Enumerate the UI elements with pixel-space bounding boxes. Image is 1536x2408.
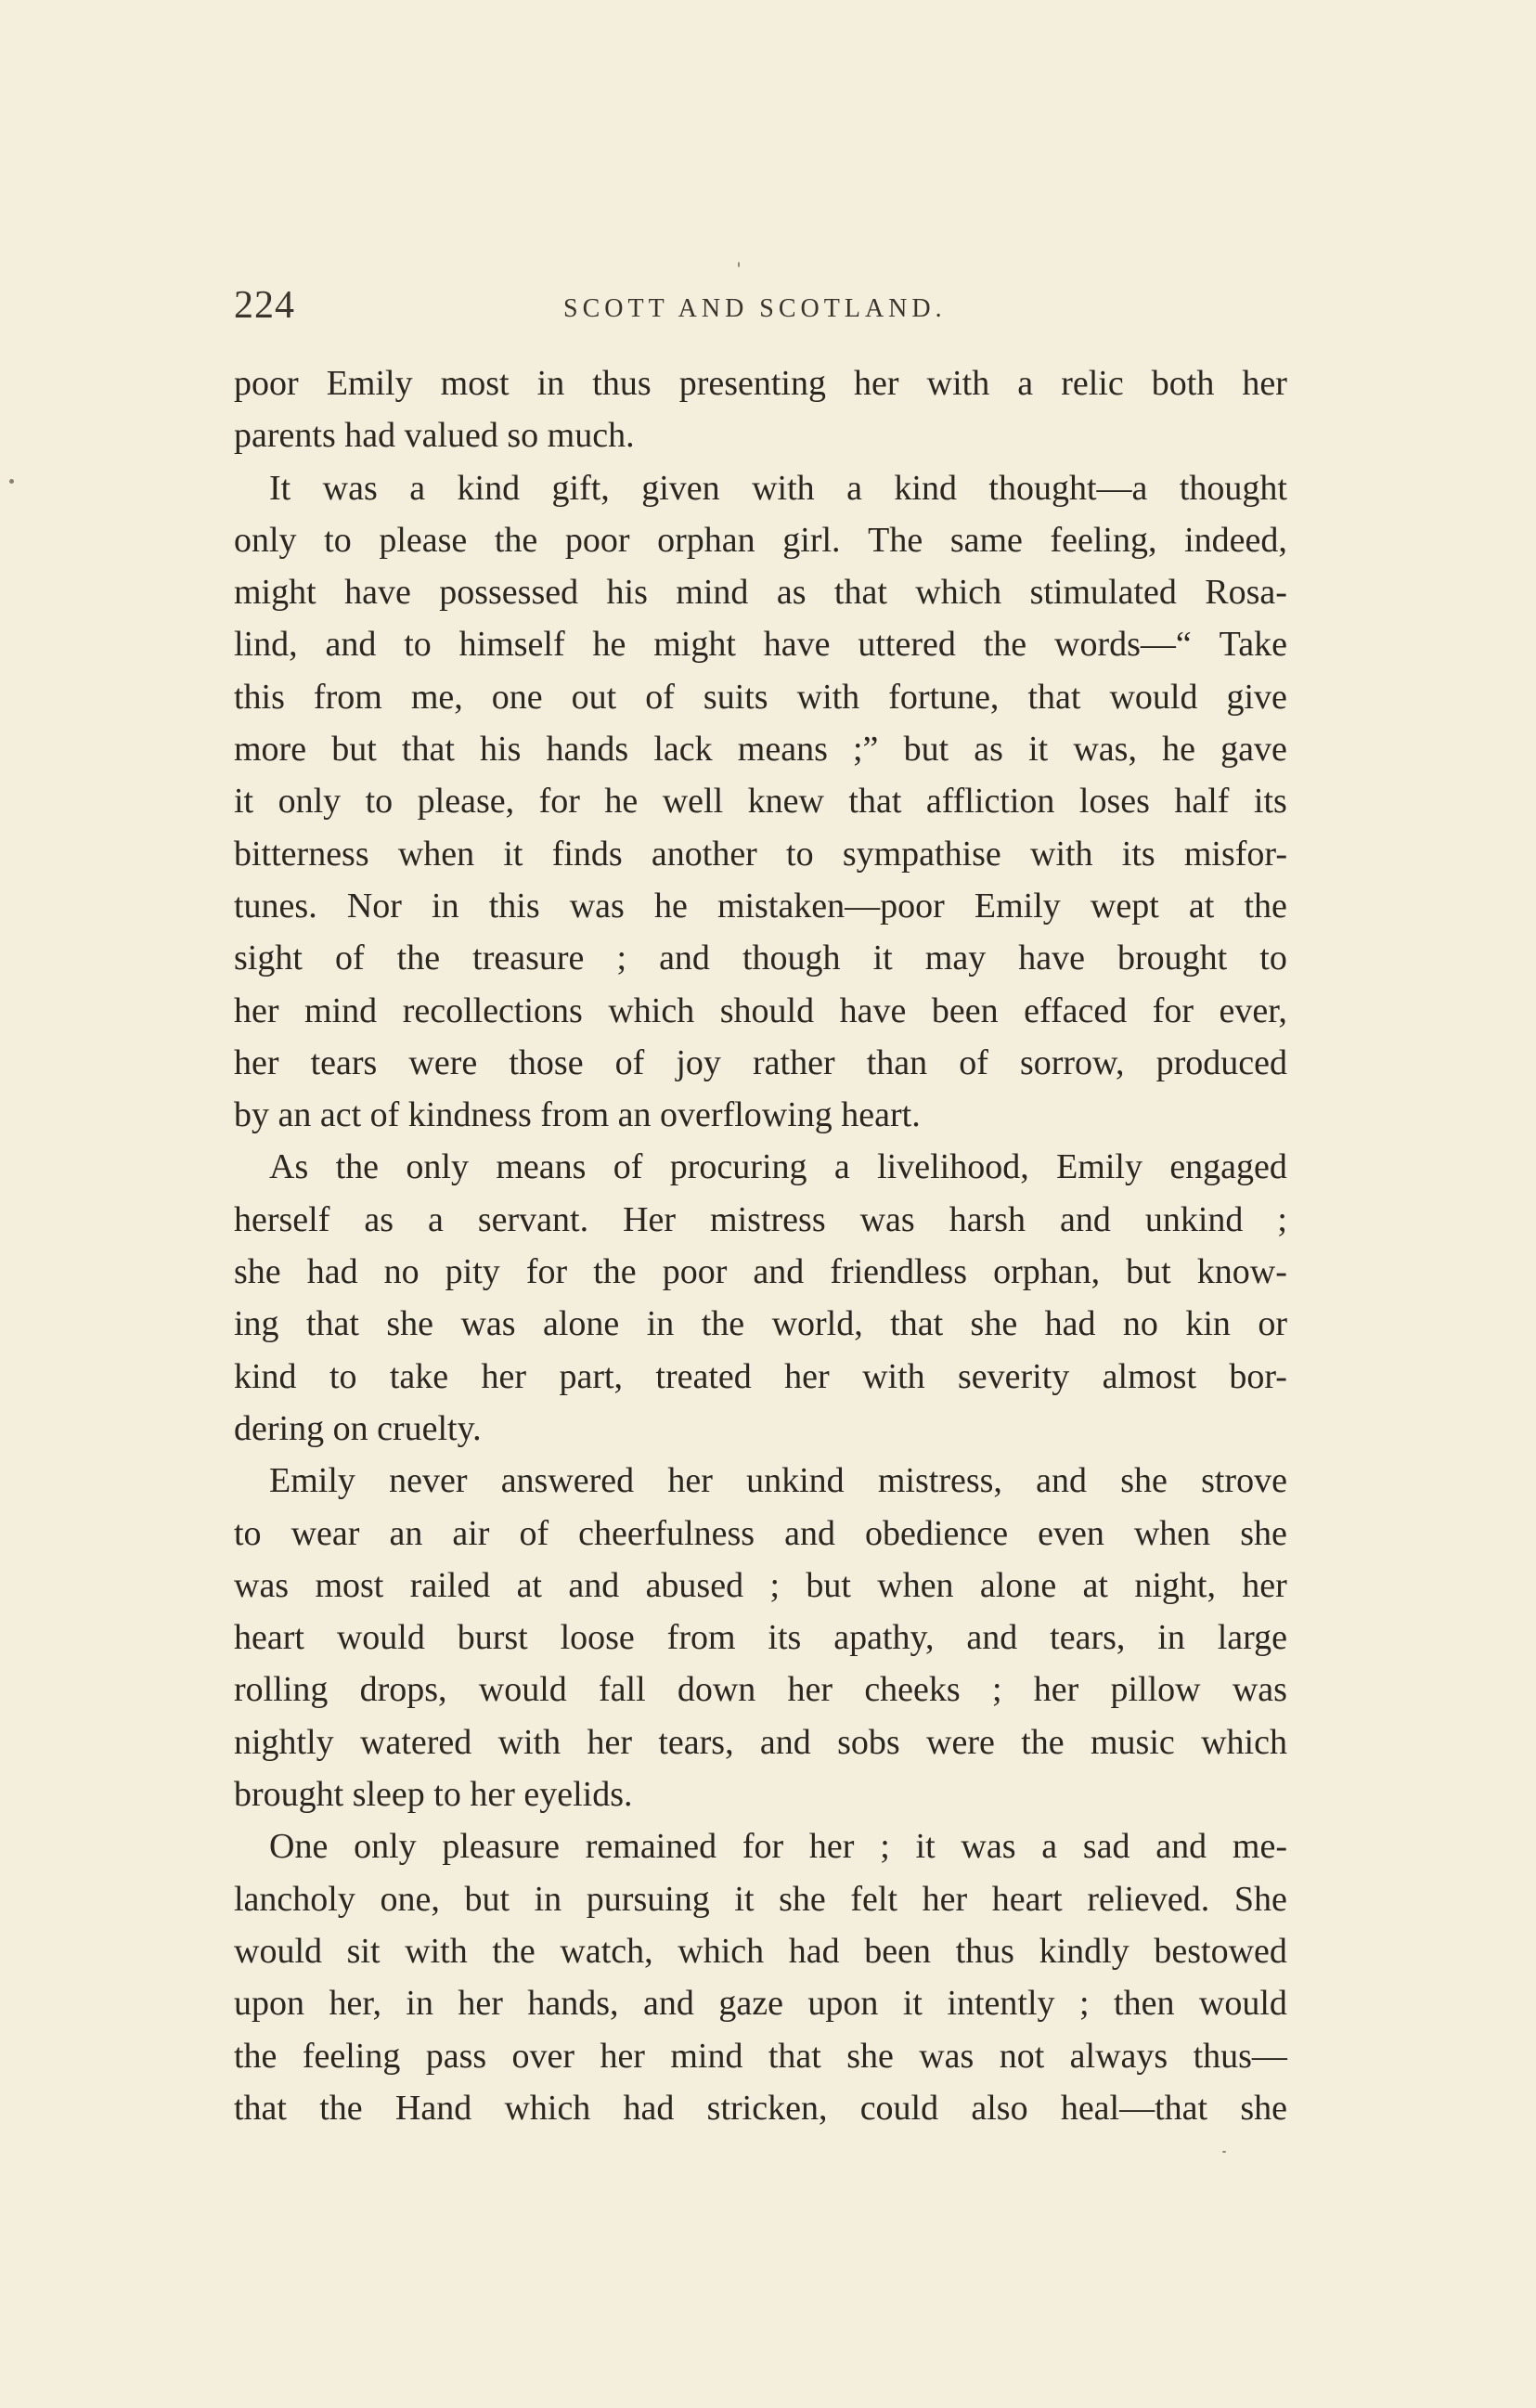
text-line: nightly watered with her tears, and sobs were the music which — [234, 1722, 1287, 1762]
text-line: dering on cruelty. — [234, 1408, 482, 1448]
text-line: kind to take her part, treated her with severity almost bor- — [234, 1356, 1287, 1396]
text-line: poor Emily most in thus presenting her with a relic both her — [234, 364, 1287, 403]
page-number: 224 — [234, 284, 295, 327]
text-line: tunes. Nor in this was he mistaken—poor Emily wept at the — [234, 886, 1287, 926]
text-line: heart would burst loose from its apathy, and tears, in large — [234, 1618, 1287, 1658]
text-line: her tears were those of joy rather than of sorrow, produced — [234, 1042, 1287, 1082]
text-line: parents had valued so much. — [234, 416, 635, 456]
text-line: she had no pity for the poor and friendless orphan, but know- — [234, 1252, 1287, 1292]
text-line: to wear an air of cheerfulness and obedience even when she — [234, 1513, 1287, 1553]
paper-speck — [1222, 2151, 1226, 2153]
text-line: this from me, one out of suits with fortune, that would give — [234, 677, 1287, 717]
text-line: sight of the treasure ; and though it may have brought to — [234, 939, 1287, 978]
paper-speck — [9, 479, 14, 484]
running-head — [234, 283, 1292, 339]
text-line: only to please the poor orphan girl. The same feeling, indeed, — [234, 520, 1287, 560]
text-line: by an act of kindness from an overflowing heart. — [234, 1095, 921, 1135]
text-line: was most railed at and abused ; but when alone at night, her — [234, 1565, 1287, 1605]
text-line: rolling drops, would fall down her cheeks ; her pillow was — [234, 1670, 1287, 1710]
paper-speck — [738, 262, 740, 267]
text-line: upon her, in her hands, and gaze upon it intently ; then would — [234, 1984, 1287, 2024]
text-line: might have possessed his mind as that which stimulated Rosa- — [234, 573, 1287, 613]
text-line: more but that his hands lack means ;” but as it was, he gave — [234, 730, 1287, 770]
running-title: SCOTT AND SCOTLAND. — [563, 294, 947, 323]
text-line: her mind recollections which should have been effaced for ever, — [234, 990, 1287, 1030]
text-line: that the Hand which had stricken, could also heal—that she — [234, 2088, 1287, 2128]
text-line: lind, and to himself he might have uttered the words—“ Take — [234, 625, 1287, 665]
text-line: As the only means of procuring a livelihood, Emily engaged — [269, 1147, 1287, 1187]
text-line: brought sleep to her eyelids. — [234, 1775, 633, 1815]
text-line: ing that she was alone in the world, that she had no kin or — [234, 1304, 1287, 1344]
text-line: One only pleasure remained for her ; it was a sad and me- — [269, 1827, 1287, 1867]
text-line: would sit with the watch, which had been thus kindly bestowed — [234, 1931, 1287, 1971]
text-line: the feeling pass over her mind that she was not always thus— — [234, 2036, 1287, 2076]
text-line: herself as a servant. Her mistress was harsh and unkind ; — [234, 1199, 1287, 1239]
text-line: it only to please, for he well knew that affliction loses half its — [234, 782, 1287, 822]
text-line: bitterness when it finds another to sympathise with its misfor- — [234, 834, 1287, 874]
body-text — [234, 357, 1287, 2134]
text-line: Emily never answered her unkind mistress, and she strove — [269, 1461, 1287, 1501]
text-line: It was a kind gift, given with a kind thought—a thought — [269, 468, 1287, 508]
text-line: lancholy one, but in pursuing it she felt her heart relieved. She — [234, 1879, 1287, 1919]
